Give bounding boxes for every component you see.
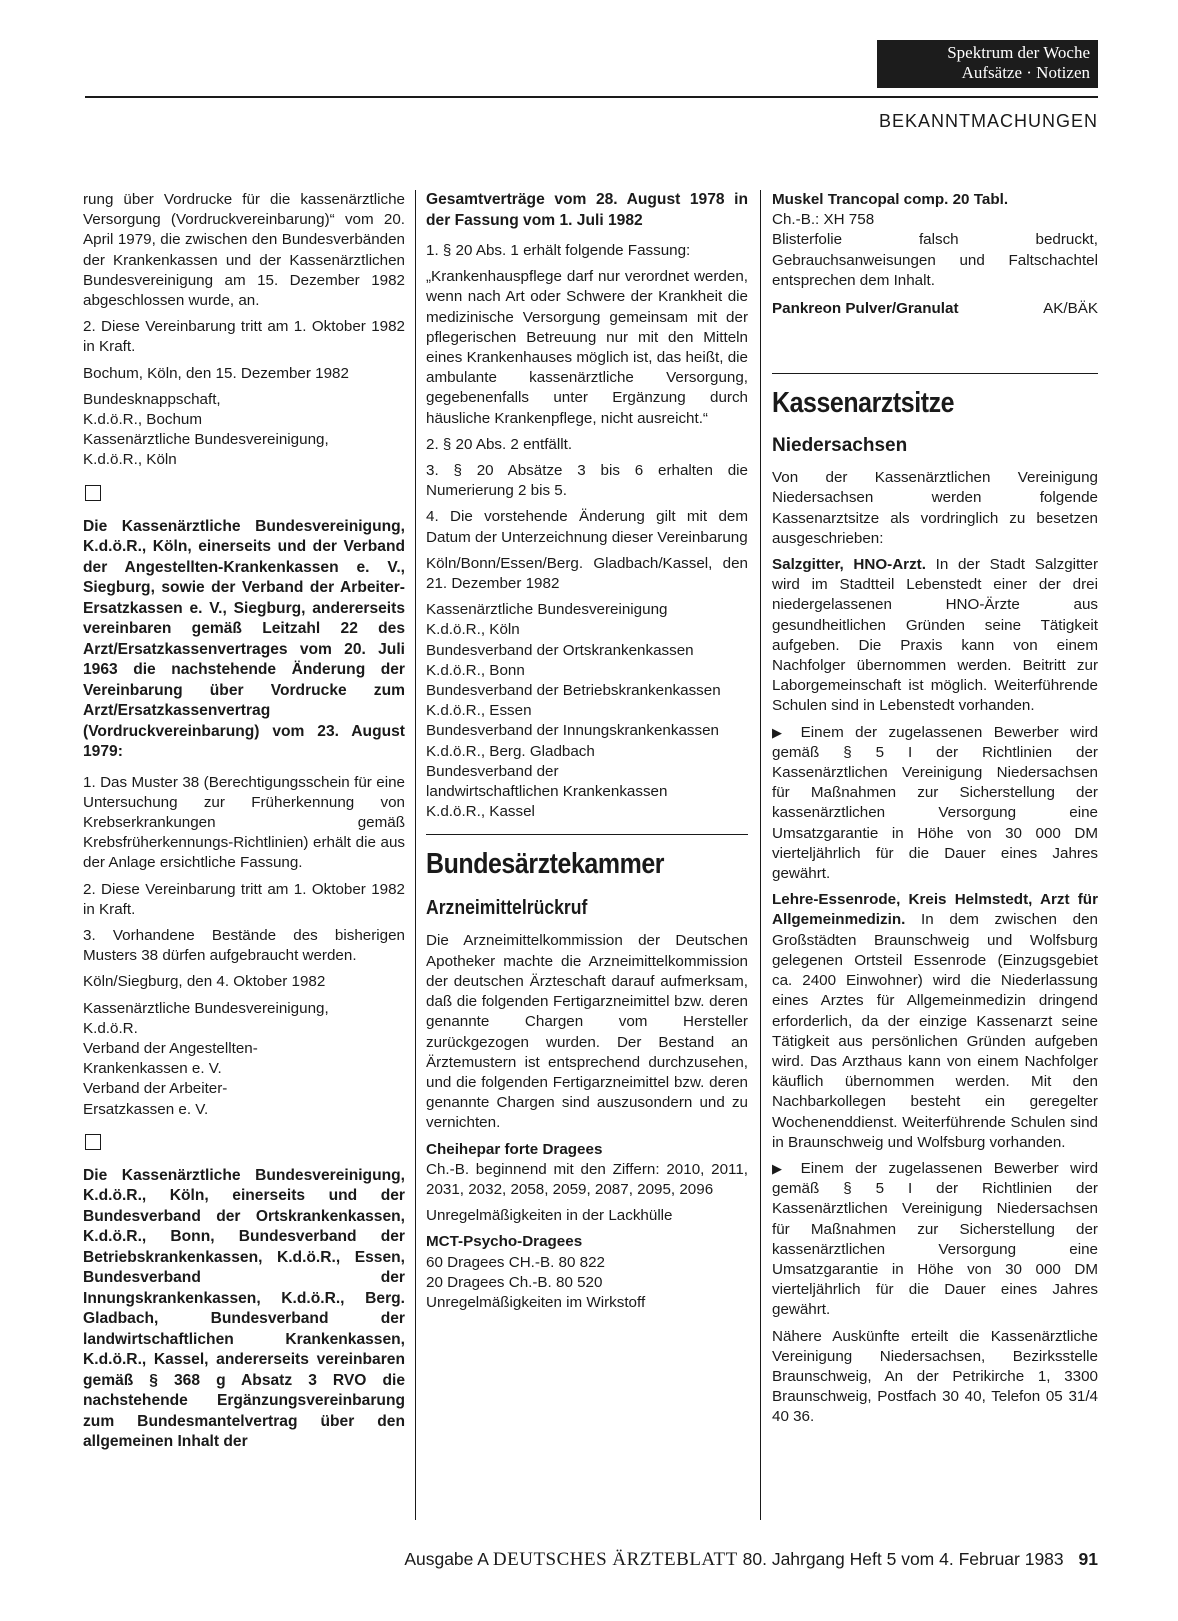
- section-rule: [772, 373, 1098, 374]
- note: [772, 723, 1098, 885]
- column-3: [772, 190, 1098, 1434]
- signature-line: Kassenärztliche Bundesvereinigung: [426, 601, 668, 619]
- signature-line: Kassenärztliche Bundesvereinigung,: [83, 431, 329, 449]
- paragraph: Unregelmäßigkeiten in der Lackhülle: [426, 1207, 673, 1225]
- note-text: Einem der zugelassenen Bewerber wird gemäß § 5 I der Richtlinien der Kassenärztlichen Vereinigung Niedersachsen für Maßnahmen zur Sicherstellung der kassenärztlichen Versorgung eine Umsatzgarantie in Höhe von 30 000 DM vierteljährlich für die Dauer eines Jahres gewährt.: [772, 723, 1099, 883]
- signature-line: K.d.ö.R., Bochum: [83, 411, 203, 429]
- paragraph: Die Arzneimittelkommission der Deutschen Apotheker machte die Arzneimittelkommission der deutschen Ärzteschaft darauf aufmerksam, daß die folgenden Fertigarzneimittel bzw. deren genannte Chargen vom Hersteller zurückgezogen wurden. Der Bestand an Ärztemustern ist entsprechend durchzusehen, und die folgenden Fertigarzneimittel bzw. deren genannte Chargen sind auszusondern und zu vernichten.: [426, 932, 748, 1132]
- drug-name: MCT-Psycho-Dragees: [426, 1233, 583, 1251]
- drug-name: Cheihepar forte Dragees: [426, 1140, 603, 1158]
- badge-line-1: Spektrum der Woche: [947, 43, 1090, 62]
- paragraph: 2. Diese Vereinbarung tritt am 1. Oktober 1982 in Kraft.: [83, 318, 405, 356]
- signature-line: landwirtschaftlichen Krankenkassen: [426, 783, 668, 801]
- agreement-heading: Die Kassenärztliche Bundesvereinigung, K.d.ö.R., Köln, einerseits und der Verband der Angestellten-Krankenkassen e. V., Siegburg, sowie der Verband der Arbeiter-Ersatzkassen e. V., Siegburg, andererseits vereinbaren gemäß Leitzahl 22 des Arzt/Ersatzkassenvertrages vom 20. Juli 1963 die nachstehende Änderung der Vereinbarung über Vordrucke zum Arzt/Ersatzkassenvertrag (Vordruckvereinbarung) vom 23. August 1979:: [83, 517, 405, 761]
- signature-line: Bundesknappschaft,: [83, 390, 221, 408]
- paragraph: 3. § 20 Absätze 3 bis 6 erhalten die Numerierung 2 bis 5.: [426, 462, 748, 500]
- listing-text: In der Stadt Salzgitter wird im Stadtteil Lebenstedt einer der drei niedergelassenen HNO-Ärzte aus gesundheitlichen Gründen seine Tätigkeit aufgeben. Die Praxis kann von einem Nachfolger übernommen werden. Beitritt zur Laborgemeinschaft ist möglich. Weiterführende Schulen sind in Lebenstedt vorhanden.: [772, 556, 1098, 715]
- column-1: [83, 190, 405, 1463]
- signature-line: K.d.ö.R., Essen: [426, 702, 532, 720]
- edition: Ausgabe A: [404, 1549, 489, 1569]
- drug-row: [772, 299, 1098, 319]
- journal-name: DEUTSCHES ÄRZTEBLATT: [492, 1549, 738, 1570]
- paragraph: 2. § 20 Abs. 2 entfällt.: [426, 435, 573, 453]
- drug-details: [426, 1253, 748, 1314]
- signature-line: Verband der Arbeiter-: [83, 1080, 228, 1098]
- detail-line: Unregelmäßigkeiten im Wirkstoff: [426, 1293, 646, 1311]
- source-note: AK/BÄK: [1043, 300, 1098, 318]
- section-rule: [426, 834, 748, 835]
- signature-block: [83, 390, 405, 471]
- detail-line: 20 Dragees Ch.-B. 80 520: [426, 1273, 603, 1291]
- agreement-heading: Gesamtverträge vom 28. August 1978 in der Fassung vom 1. Juli 1982: [426, 191, 748, 229]
- listing-text: In dem zwischen den Großstädten Braunschweig und Wolfsburg gelegenen Ortsteil Essenrode (Einzugsgebiet ca. 2400 Einwohner) wird die Niederlassung eines Arztes für Allgemeinmedizin dringend erforderlich, da der einzige Kassenarzt seine Tätigkeit aus persönlichen Gründen aufgeben wird. Das Arzthaus kann von einem Nachfolger käuflich übernommen werden. Mit den Nachbarkollegen besteht ein geregelter Wochenenddienst. Weiterführende Schulen sind in Braunschweig und Wolfsburg vorhanden.: [772, 911, 1098, 1151]
- signature-line: K.d.ö.R., Köln: [83, 451, 177, 469]
- separator-box-icon: [85, 485, 101, 501]
- triangle-right-icon: ▶: [772, 1160, 790, 1176]
- signature-line: Verband der Angestellten-: [83, 1040, 258, 1058]
- paragraph: 2. Diese Vereinbarung tritt am 1. Oktober 1982 in Kraft.: [83, 880, 405, 918]
- signature-line: K.d.ö.R., Köln: [426, 621, 520, 639]
- triangle-right-icon: ▶: [772, 724, 790, 740]
- issue-info: 80. Jahrgang Heft 5 vom 4. Februar 1983: [742, 1549, 1064, 1569]
- signature-line: K.d.ö.R., Berg. Gladbach: [426, 742, 595, 760]
- signature-line: K.d.ö.R., Bonn: [426, 661, 525, 679]
- batch-code: Ch.-B.: XH 758: [772, 211, 875, 229]
- signature-line: K.d.ö.R.: [83, 1019, 138, 1037]
- signature-line: Ersatzkassen e. V.: [83, 1100, 209, 1118]
- paragraph: Köln/Bonn/Essen/Berg. Gladbach/Kassel, den 21. Dezember 1982: [426, 554, 748, 593]
- signature-line: Kassenärztliche Bundesvereinigung,: [83, 999, 329, 1017]
- paragraph: 1. Das Muster 38 (Berechtigungsschein für eine Untersuchung zur Früherkennung von Krebserkrankungen gemäß Krebsfrüherkennungs-Richtlinien) erhält die aus der Anlage ersichtliche Fassung.: [83, 773, 405, 872]
- paragraph: 1. § 20 Abs. 1 erhält folgende Fassung:: [426, 242, 691, 259]
- subsection-title: Niedersachsen: [772, 435, 908, 457]
- paragraph: 3. Vorhandene Bestände des bisherigen Musters 38 dürfen aufgebraucht werden.: [83, 927, 405, 965]
- drug-name: Muskel Trancopal comp. 20 Tabl.: [772, 191, 1009, 208]
- page-number: 91: [1078, 1549, 1098, 1569]
- separator-box-icon: [85, 1134, 101, 1150]
- paragraph: Von der Kassenärztlichen Vereinigung Niedersachsen werden folgende Kassenarztsitze als vordringlich zu besetzen ausgeschrieben:: [772, 469, 1098, 547]
- listing: [772, 555, 1098, 717]
- page-footer: [83, 1548, 1098, 1571]
- column-divider-2: [760, 190, 761, 1520]
- header-rule: [85, 96, 1098, 98]
- badge-line-2: Aufsätze · Notizen: [961, 63, 1090, 82]
- note-text: Einem der zugelassenen Bewerber wird gemäß § 5 I der Richtlinien der Kassenärztlichen Vereinigung Niedersachsen für Maßnahmen zur Sicherstellung der kassenärztlichen Versorgung eine Umsatzgarantie in Höhe von 30 000 DM vierteljährlich für die Dauer eines Jahres gewährt.: [772, 1159, 1099, 1319]
- paragraph: 4. Die vorstehende Änderung gilt mit dem Datum der Unterzeichnung dieser Vereinbarung: [426, 508, 748, 546]
- note: [772, 1159, 1098, 1321]
- paragraph: Bochum, Köln, den 15. Dezember 1982: [83, 364, 349, 382]
- column-divider-1: [415, 190, 416, 1520]
- paragraph: rung über Vordrucke für die kassenärztliche Versorgung (Vordruckvereinbarung)“ vom 20. April 1979, die zwischen den Bundesverbänden der Krankenkassen und der Kassenärztlichen Bundesvereinigung am 15. Dezember 1982 abgeschlossen wurde, an.: [83, 191, 405, 310]
- signature-block: [83, 999, 405, 1120]
- signature-line: Bundesverband der Ortskrankenkassen: [426, 641, 694, 659]
- paragraph: Nähere Auskünfte erteilt die Kassenärztliche Vereinigung Niedersachsen, Bezirksstelle Braunschweig, An der Petrikirche 1, 3300 Braunschweig, Postfach 30 40, Telefon 05 31/4 40 36.: [772, 1327, 1098, 1426]
- listing: [772, 890, 1098, 1153]
- column-2: [426, 190, 748, 1319]
- paragraph: Ch.-B. beginnend mit den Ziffern: 2010, 2011, 2031, 2032, 2058, 2059, 2087, 2095, 2096: [426, 1160, 748, 1198]
- signature-block: [426, 600, 748, 822]
- paragraph: Blisterfolie falsch bedruckt, Gebrauchsanweisungen und Faltschachtel entsprechen dem Inhalt.: [772, 231, 1098, 289]
- subsection-title: Arzneimittelrückruf: [426, 897, 588, 920]
- agreement-heading: Die Kassenärztliche Bundesvereinigung, K.d.ö.R., Köln, einerseits und der Bundesverband der Ortskrankenkassen, K.d.ö.R., Bonn, Bundesverband der Betriebskrankenkassen, K.d.ö.R., Essen, Bundesverband der Innungskrankenkassen, K.d.ö.R., Berg. Gladbach, Bundesverband der landwirtschaftlichen Krankenkassen, K.d.ö.R., Kassel, andererseits vereinbaren gemäß § 368 g Absatz 3 RVO die nachstehende Ergänzungsvereinbarung zum Bundesmantelvertrag über den allgemeinen Inhalt der: [83, 1166, 405, 1451]
- section-badge: [877, 40, 1098, 88]
- drug-name: Pankreon Pulver/Granulat: [772, 300, 959, 318]
- paragraph: „Krankenhauspflege darf nur verordnet werden, wenn nach Art oder Schwere der Krankheit die medizinische Versorgung gemeinsam mit der pflegerischen Betreuung nur mit den Mitteln eines Krankenhauses möglich ist, das heißt, die ambulante kassenärztliche Versorgung, gegebenenfalls unter Ergänzung durch häusliche Krankenpflege, nicht ausreicht.“: [426, 268, 748, 427]
- signature-line: Bundesverband der Innungskrankenkassen: [426, 722, 719, 740]
- section-label: BEKANNTMACHUNGEN: [878, 111, 1098, 131]
- listing-head: Salzgitter, HNO-Arzt.: [772, 556, 926, 574]
- signature-line: Bundesverband der: [426, 762, 559, 780]
- signature-line: K.d.ö.R., Kassel: [426, 803, 535, 821]
- section-title: Kassenarztsitze: [772, 387, 955, 420]
- signature-line: Krankenkassen e. V.: [83, 1060, 222, 1078]
- paragraph: Köln/Siegburg, den 4. Oktober 1982: [83, 973, 326, 991]
- listing-head: Lehre-Essenrode, Kreis Helmstedt, Arzt für Allgemeinmedizin.: [772, 891, 1098, 929]
- detail-line: 60 Dragees CH.-B. 80 822: [426, 1253, 605, 1271]
- signature-line: Bundesverband der Betriebskrankenkassen: [426, 682, 721, 700]
- section-title: Bundesärztekammer: [426, 848, 665, 881]
